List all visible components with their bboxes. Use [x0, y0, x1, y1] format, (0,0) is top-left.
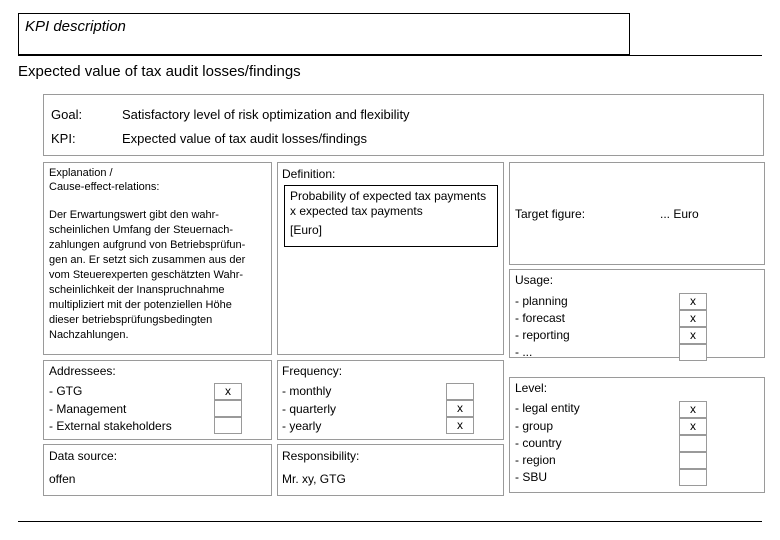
usage-item-label: - forecast [515, 311, 566, 325]
kpi-label: KPI: [51, 131, 76, 146]
frequency-checkbox[interactable]: x [446, 417, 474, 434]
level-item-label: - country [515, 436, 562, 450]
goal-value: Satisfactory level of risk optimization and flexibility [122, 107, 410, 122]
kpi-value: Expected value of tax audit losses/findings [122, 131, 367, 146]
definition-line-3: [Euro] [290, 223, 323, 237]
level-item-label: - SBU [515, 470, 548, 484]
explanation-line: scheinlichen Umfang der Steuernach- [49, 224, 234, 236]
frequency-panel [277, 360, 504, 440]
level-checkbox[interactable] [679, 435, 707, 452]
addressees-checkbox[interactable] [214, 417, 242, 434]
data-source-panel [43, 444, 272, 496]
explanation-title-2: Cause-effect-relations: [49, 181, 160, 193]
level-checkbox[interactable] [679, 469, 707, 486]
addressees-item-label: - Management [49, 402, 127, 416]
usage-title: Usage: [515, 273, 554, 287]
footer-rule [18, 521, 762, 522]
explanation-line: Nachzahlungen. [49, 329, 129, 341]
level-checkbox[interactable]: x [679, 401, 707, 418]
explanation-line: scheinlichkeit der Inanspruchnahme [49, 284, 225, 296]
explanation-line: Der Erwartungswert gibt den wahr- [49, 209, 219, 221]
level-panel [509, 377, 765, 493]
addressees-panel [43, 360, 272, 440]
frequency-item-label: - yearly [282, 419, 322, 433]
level-title: Level: [515, 381, 548, 395]
definition-title: Definition: [282, 167, 336, 181]
page-subtitle: Expected value of tax audit losses/findings [18, 63, 301, 80]
explanation-line: vom Steuerexperten geschätzten Wahr- [49, 269, 244, 281]
explanation-text [49, 208, 245, 343]
explanation-line: multipliziert mit der potenziellen Höhe [49, 299, 232, 311]
definition-line-2: x expected tax payments [290, 204, 423, 218]
responsibility-value: Mr. xy, GTG [282, 472, 346, 486]
frequency-item-label: - monthly [282, 384, 332, 398]
frequency-title: Frequency: [282, 364, 343, 378]
explanation-line: dieser betriebsprüfungsbedingten [49, 314, 213, 326]
usage-item-label: - ... [515, 345, 533, 359]
explanation-title-1: Explanation / [49, 167, 113, 179]
level-item-label: - legal entity [515, 401, 580, 415]
responsibility-title: Responsibility: [282, 449, 360, 463]
goal-kpi-panel [43, 94, 764, 156]
target-panel [509, 162, 765, 265]
usage-checkbox[interactable] [679, 344, 707, 361]
kpi-header-box [18, 13, 630, 55]
target-label: Target figure: [515, 207, 586, 221]
level-checkbox[interactable] [679, 452, 707, 469]
frequency-item-label: - quarterly [282, 402, 337, 416]
explanation-panel [43, 162, 272, 355]
level-checkbox[interactable]: x [679, 418, 707, 435]
goal-label: Goal: [51, 107, 83, 122]
frequency-checkbox[interactable] [446, 383, 474, 400]
addressees-title: Addressees: [49, 364, 116, 378]
responsibility-panel [277, 444, 504, 496]
definition-panel [277, 162, 504, 355]
usage-panel [509, 269, 765, 358]
level-item-label: - group [515, 419, 554, 433]
addressees-item-label: - GTG [49, 384, 83, 398]
usage-checkbox[interactable]: x [679, 293, 707, 310]
header-rule [18, 55, 762, 56]
usage-item-label: - planning [515, 294, 568, 308]
definition-formula-box [284, 185, 498, 247]
addressees-checkbox[interactable]: x [214, 383, 242, 400]
usage-item-label: - reporting [515, 328, 570, 342]
kpi-header-title: KPI description [25, 18, 126, 35]
frequency-checkbox[interactable]: x [446, 400, 474, 417]
data-source-title: Data source: [49, 449, 118, 463]
data-source-value: offen [49, 472, 76, 486]
definition-line-1: Probability of expected tax payments [290, 189, 487, 203]
target-value: ... Euro [660, 207, 699, 221]
usage-checkbox[interactable]: x [679, 327, 707, 344]
addressees-item-label: - External stakeholders [49, 419, 172, 433]
explanation-line: gen an. Er setzt sich zusammen aus der [49, 254, 246, 266]
explanation-line: zahlungen aufgrund von Betriebsprüfun- [49, 239, 246, 251]
level-item-label: - region [515, 453, 556, 467]
addressees-checkbox[interactable] [214, 400, 242, 417]
usage-checkbox[interactable]: x [679, 310, 707, 327]
